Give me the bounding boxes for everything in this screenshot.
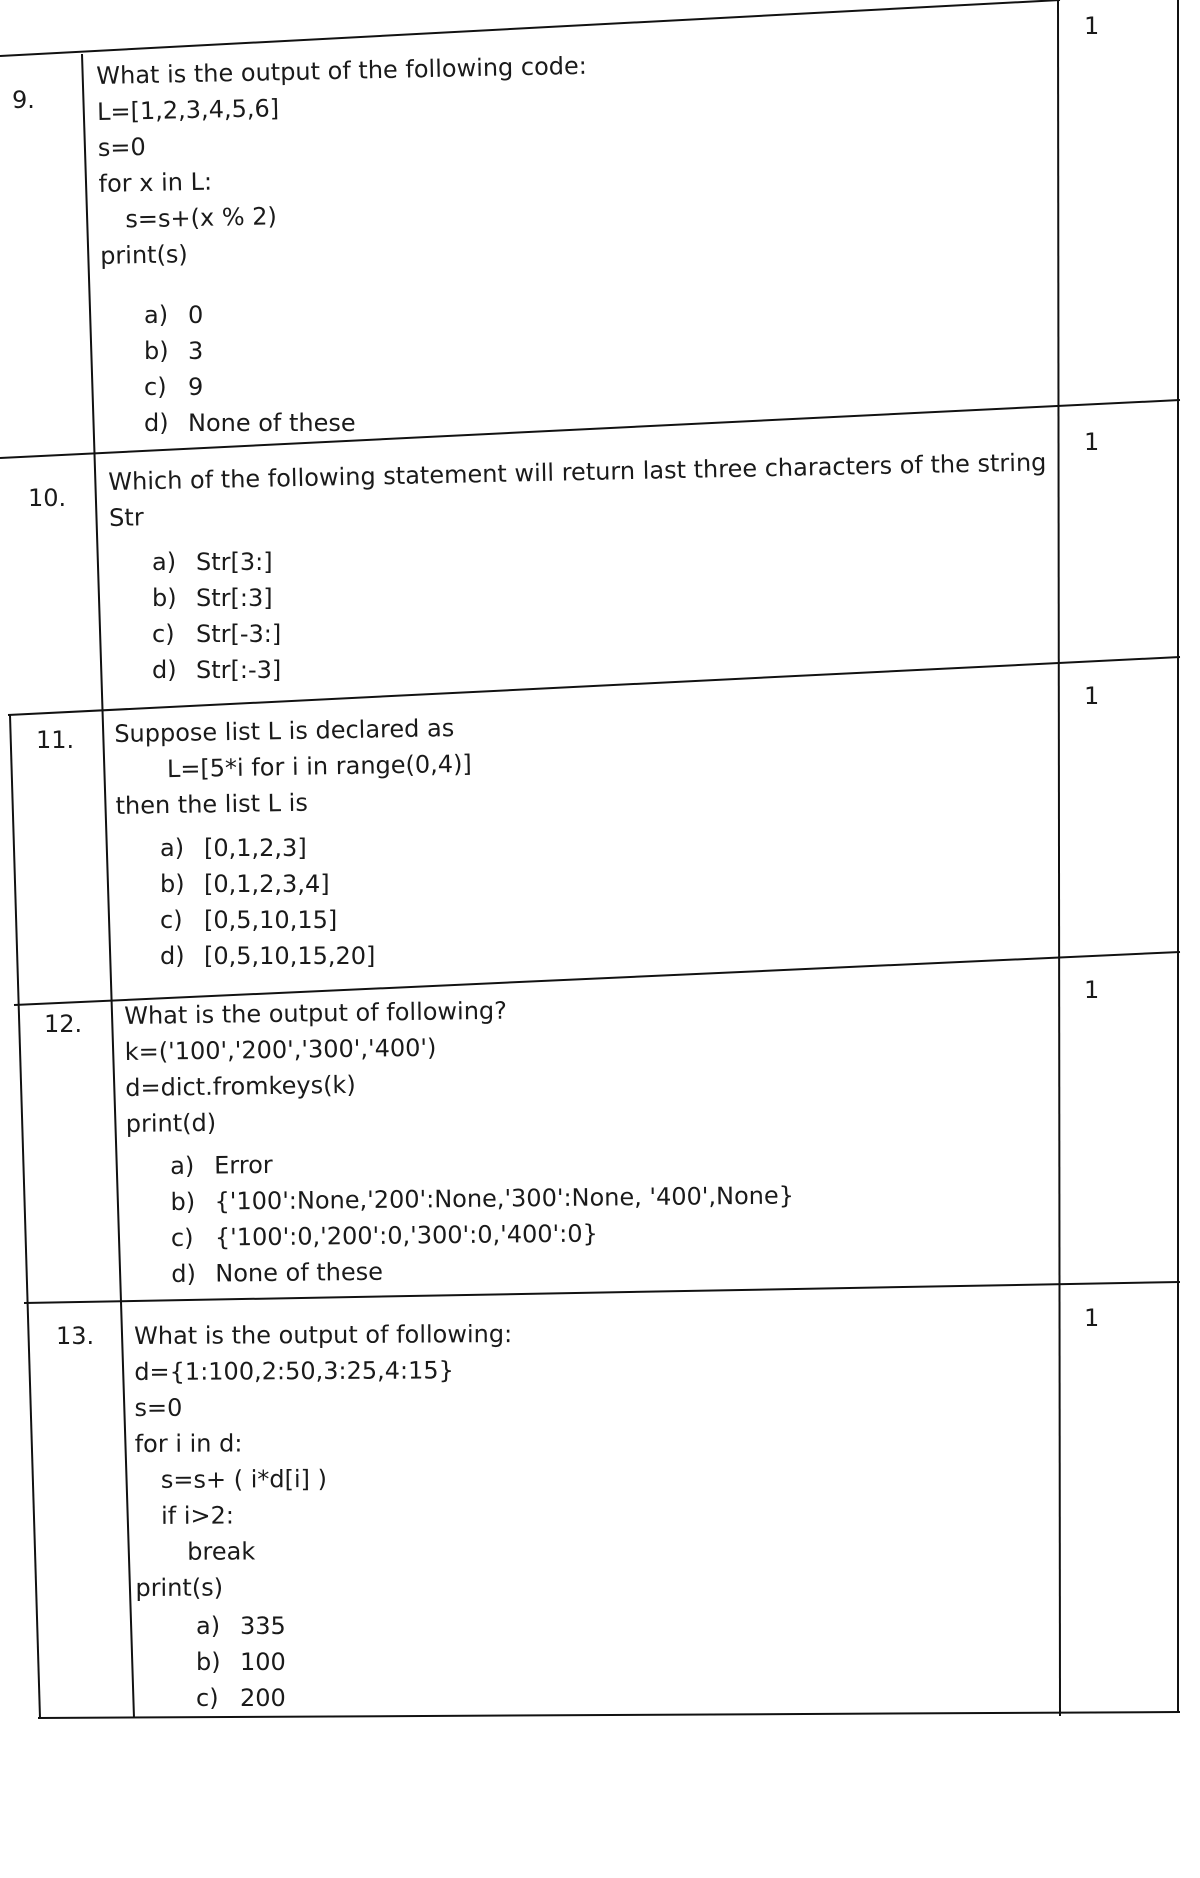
question-number: 9. — [12, 86, 35, 114]
marks-value: 1 — [1084, 12, 1100, 40]
stem-line: s=s+(x % 2) — [125, 202, 278, 234]
stem-line: L=[5*i for i in range(0,4)] — [166, 749, 473, 784]
options-list — [160, 830, 375, 974]
stem-line: for i in d: — [134, 1429, 243, 1458]
question-number: 13. — [56, 1322, 95, 1350]
stem-line: k=('100','200','300','400') — [124, 1033, 437, 1066]
stem-line: print(d) — [125, 1108, 217, 1138]
option-b: b) [0,1,2,3,4] — [160, 870, 330, 898]
option-c: c) {'100':0,'200':0,'300':0,'400':0} — [170, 1219, 598, 1252]
stem-line: if i>2: — [160, 1501, 234, 1530]
option-c: c) 200 — [196, 1684, 286, 1712]
option-a: a) 335 — [196, 1612, 286, 1640]
stem-line: break — [187, 1537, 256, 1566]
stem-line: Str — [108, 503, 144, 532]
stem-line: s=s+ ( i*d[i] ) — [160, 1464, 328, 1494]
marks-value: 1 — [1084, 682, 1100, 710]
options-list — [170, 1141, 795, 1292]
stem-line: d={1:100,2:50,3:25,4:15} — [134, 1356, 454, 1386]
question-stem — [134, 1316, 514, 1606]
option-d: d) [0,5,10,15,20] — [160, 942, 376, 970]
option-d: d) Str[:-3] — [152, 656, 282, 684]
question-stem — [114, 710, 473, 824]
stem-line: Suppose list L is declared as — [114, 714, 455, 748]
option-b: b) 100 — [196, 1648, 286, 1676]
stem-line: s=0 — [97, 132, 147, 162]
question-stem — [96, 48, 591, 274]
option-d: d) None of these — [171, 1257, 384, 1288]
marks-value: 1 — [1084, 428, 1100, 456]
stem-line: d=dict.fromkeys(k) — [125, 1070, 356, 1102]
option-a: a) Error — [170, 1150, 273, 1180]
option-b: b) {'100':None,'200':None,'300':None, '400',None} — [170, 1181, 795, 1216]
question-number: 12. — [44, 1010, 83, 1038]
stem-line: print(s) — [99, 240, 189, 270]
stem-line: What is the output of the following code: — [96, 51, 588, 90]
stem-line: s=0 — [134, 1393, 183, 1422]
question-stem — [124, 993, 509, 1142]
option-b: b) 3 — [144, 337, 204, 365]
question-number: 10. — [28, 484, 67, 512]
stem-line: What is the output of following? — [124, 996, 508, 1030]
option-c: c) [0,5,10,15] — [160, 906, 338, 934]
stem-line: for x in L: — [98, 167, 213, 198]
option-c: c) 9 — [144, 373, 204, 401]
options-list — [144, 297, 356, 441]
marks-value: 1 — [1084, 976, 1100, 1004]
stem-line: L=[1,2,3,4,5,6] — [96, 94, 280, 126]
option-a: a) Str[3:] — [152, 548, 273, 576]
option-d: d) None of these — [144, 409, 356, 437]
stem-line: print(s) — [135, 1573, 224, 1602]
option-b: b) Str[:3] — [152, 584, 273, 612]
stem-line: Which of the following statement will return last three characters of the string — [108, 448, 1047, 496]
option-a: a) 0 — [144, 301, 204, 329]
stem-line: What is the output of following: — [134, 1320, 513, 1350]
marks-value: 1 — [1084, 1304, 1100, 1332]
options-list — [196, 1608, 286, 1716]
option-c: c) Str[-3:] — [152, 620, 282, 648]
question-number: 11. — [36, 726, 75, 754]
stem-line: then the list L is — [115, 788, 309, 820]
options-list — [152, 544, 281, 688]
option-a: a) [0,1,2,3] — [160, 834, 307, 862]
